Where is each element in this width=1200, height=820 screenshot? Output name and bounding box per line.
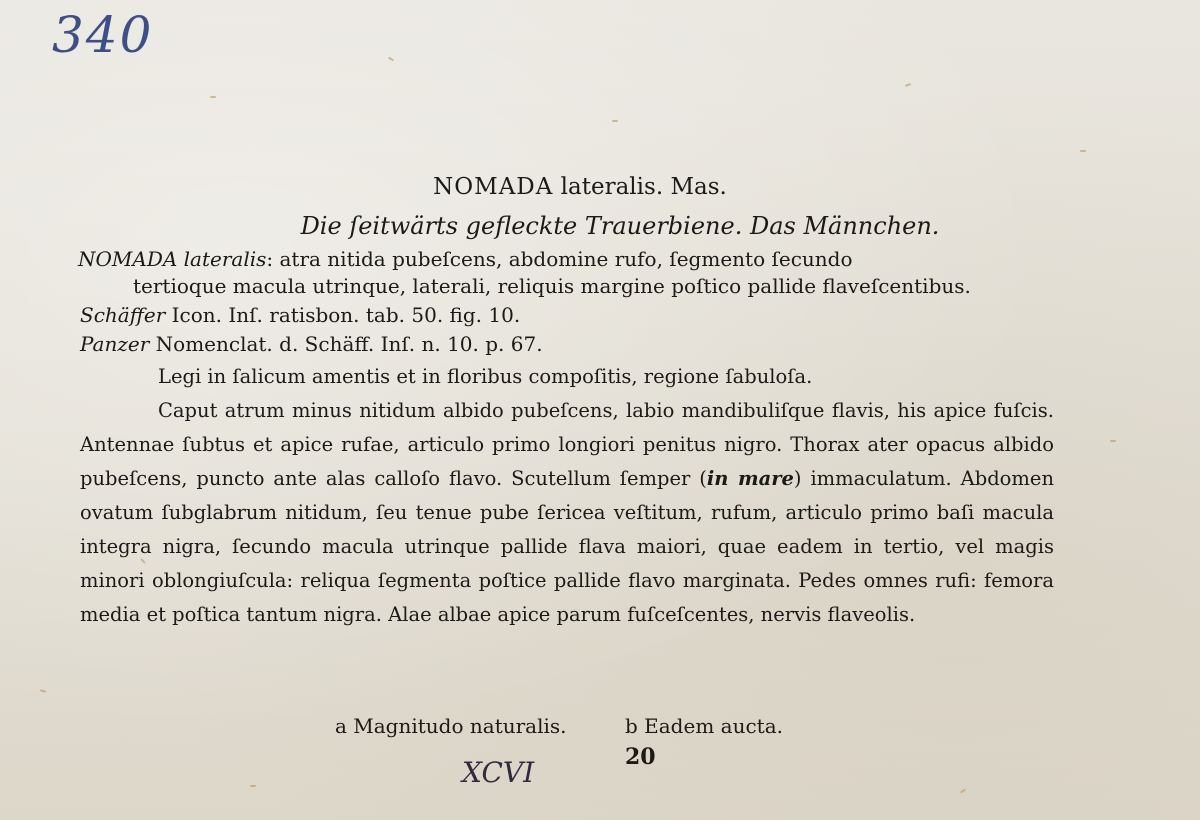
paper-fleck: [250, 785, 256, 787]
handwritten-plate-number: XCVI: [462, 756, 535, 789]
title-sex: Mas.: [670, 174, 727, 200]
diagnosis-line-1: [78, 247, 853, 271]
habitat-paragraph: Legi in ſalicum amentis et in floribus compoſitis, regione ſabuloſa.: [158, 365, 813, 388]
paper-fleck: [40, 689, 46, 692]
german-title: Die ſeitwärts gefleckte Trauerbiene. Das Männchen.: [300, 212, 940, 240]
paper-fleck: [905, 83, 911, 87]
reference-text: Icon. Inſ. ratisbon. tab. 50. fig. 10.: [165, 303, 521, 327]
caption-enlarged: b Eadem aucta.: [625, 714, 783, 738]
handwritten-folio-number: 340: [52, 6, 154, 64]
paper-fleck: [210, 96, 216, 98]
description-text-end: ) immaculatum. Abdomen ovatum ſubglabrum nitidum, ſeu tenue pube ſericea veſtitum, rufum, articulo primo baſi macula integra nigra, ſecundo macula utrinque pallide flava maiori, quae eadem in tertio, vel magis minori oblongiuſcula: reliqua ſegmenta poſtice pallide flavo marginata. Pedes omnes rufi: femora media et poſtica tantum nigra. Alae albae apice parum fuſceſcentes, nervis flaveolis.: [80, 467, 1055, 626]
reference-panzer: [80, 332, 543, 356]
reference-schaeffer: [80, 303, 520, 327]
reference-author: Panzer: [80, 332, 150, 356]
paper-fleck: [1110, 440, 1116, 442]
description-text-start: Caput atrum minus nitidum albido pubeſcens, labio mandibuliſque flavis, his apice fuſcis. Antennae ſubtus et apice rufae, articulo primo longiori penitus nigro. Thorax ater opacus albido pubeſcens, puncto ante alas calloſo flavo. Scutellum ſemper (: [80, 399, 1054, 490]
page-number: 20: [625, 744, 656, 770]
title-species: lateralis.: [560, 174, 664, 200]
paper-fleck: [1080, 150, 1086, 152]
diagnosis-text-1: : atra nitida pubeſcens, abdomine rufo, ſegmento ſecundo: [266, 247, 853, 271]
description-paragraph: [80, 394, 1054, 632]
in-mare-emphasis: in mare: [706, 467, 794, 490]
title-genus: NOMADA: [433, 174, 554, 200]
species-title: [0, 174, 1160, 200]
paper-fleck: [388, 57, 394, 62]
paper-fleck: [612, 120, 618, 122]
diagnosis-line-2: tertioque macula utrinque, laterali, reliquis margine poſtico pallide flaveſcentibus.: [133, 274, 971, 298]
diagnosis-species-name: NOMADA lateralis: [78, 247, 267, 271]
reference-author: Schäffer: [80, 303, 166, 327]
reference-text: Nomenclat. d. Schäff. Inſ. n. 10. p. 67.: [149, 332, 543, 356]
description-body: [80, 360, 1054, 632]
paper-fleck: [960, 788, 966, 793]
caption-natural-size: a Magnitudo naturalis.: [335, 714, 567, 738]
